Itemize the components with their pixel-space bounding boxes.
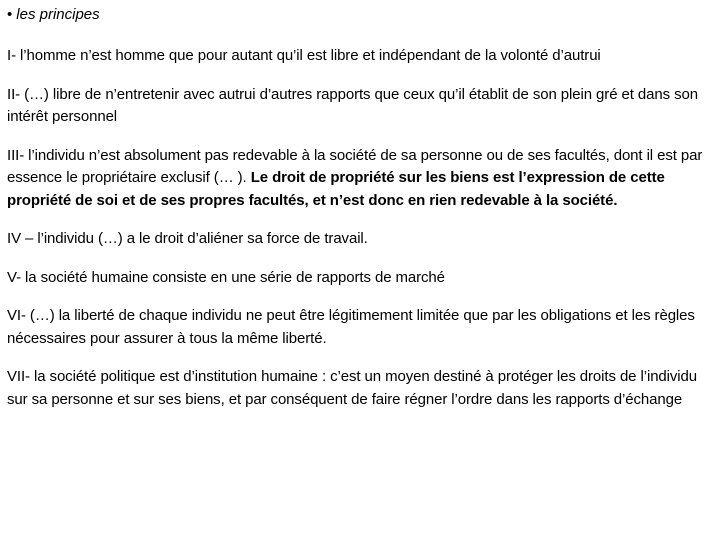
principle-6: VI- (…) la liberté de chaque individu ne peut être légitimement limitée que par les obligations et les règles nécessaires pour assurer à tous la même liberté.: [7, 307, 695, 347]
document-page: [7, 4, 713, 427]
section-heading-text: les principes: [16, 6, 100, 23]
principle-7: VII- la société politique est d’institution humaine : c’est un moyen destiné à protéger les droits de l’individu sur sa personne et sur ses biens, et par conséquent de faire régner l’ordre dans les rapports d’échange: [7, 368, 698, 408]
principle-5: V- la société humaine consiste en une série de rapports de marché: [7, 268, 445, 286]
principle-4: IV – l’individu (…) a le droit d’aliéner sa force de travail.: [7, 230, 368, 247]
section-heading: [7, 4, 713, 26]
principle-2: II- (…) libre de n’entretenir avec autrui d’autres rapports que ceux qu’il établit de son plein gré et dans son intérêt personnel: [7, 85, 698, 125]
principle-3: [7, 145, 713, 213]
principle-1: I- l’homme n’est homme que pour autant qu’il est libre et indépendant de la volonté d’autrui: [7, 47, 601, 64]
principle-3-emphasis: Le droit de propriété sur les biens est l’expression de cette propriété de soi et de ses propres facultés, et n’est donc en rien redevable à la société.: [7, 169, 665, 209]
bullet-icon: •: [7, 6, 13, 23]
principle-3-text: III- l’individu n’est absolument pas redevable à la société de sa personne ou de ses facultés, dont il est par essence le propriétaire exclusif (… ).: [7, 146, 703, 186]
